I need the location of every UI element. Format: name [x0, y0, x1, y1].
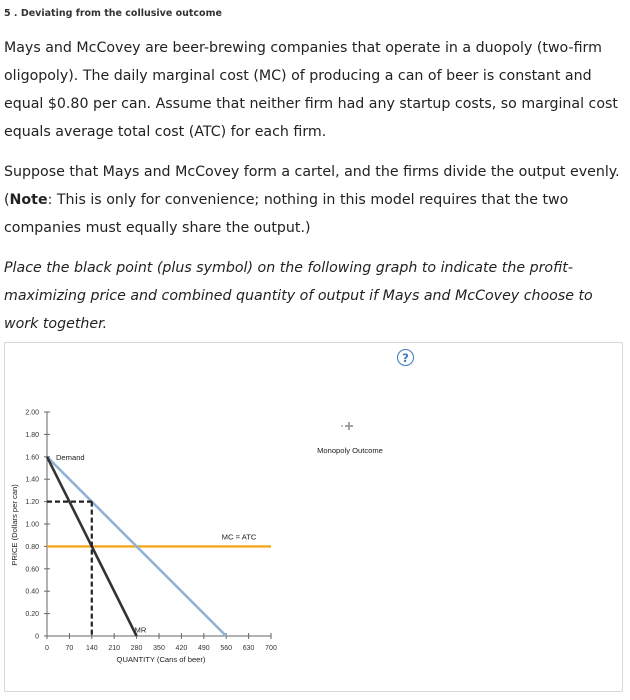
x-axis-title: QUANTITY (Cans of beer)	[116, 655, 206, 664]
monopoly-outcome-tool[interactable]	[341, 422, 353, 430]
x-tick-label: 490	[197, 645, 210, 652]
y-tick-label: 1.00	[25, 521, 39, 529]
x-tick-label: 700	[265, 645, 277, 652]
y-tick-label: 1.60	[25, 454, 39, 462]
x-tick-label: 350	[153, 645, 165, 652]
x-tick-label: 0	[45, 645, 49, 652]
y-tick-label: 1.80	[25, 431, 39, 439]
x-tick-label: 420	[175, 645, 188, 652]
note-label: Note	[9, 192, 48, 208]
x-tick-label: 70	[65, 645, 74, 652]
instruction-paragraph: Place the black point (plus symbol) on the following graph to indicate the profit-maximizing price and combined quantity of output if Mays and McCovey choose to work together.	[4, 260, 593, 332]
question-title: 5 . Deviating from the collusive outcome	[4, 8, 222, 19]
cartel-text-a: Suppose that Mays and McCovey form a cartel, and the firms divide the output evenly. (	[4, 164, 620, 208]
y-tick-label: 1.20	[25, 499, 39, 507]
labels-group	[56, 453, 257, 634]
tool-palette	[317, 422, 383, 455]
y-tick-label: 0	[35, 633, 39, 641]
cartel-text-b: : This is only for convenience; nothing in this model requires that the two companies must equally share the output.)	[4, 192, 569, 236]
y-tick-label: 0.60	[25, 566, 39, 574]
x-tick-label: 210	[108, 645, 121, 652]
mr-label: MR	[134, 625, 147, 635]
y-tick-label: 0.20	[25, 611, 39, 619]
y-tick-label: 0.80	[25, 543, 39, 551]
x-tick-label: 630	[242, 645, 255, 652]
y-axis-title: PRICE (Dollars per can)	[10, 484, 19, 566]
series-group	[47, 457, 271, 636]
demand-label: Demand	[55, 452, 85, 462]
x-tick-label: 280	[130, 645, 143, 652]
plus-dot-icon	[341, 425, 343, 427]
monopoly-outcome-label: Monopoly Outcome	[317, 446, 383, 455]
help-button[interactable]: ?	[397, 349, 414, 366]
y-tick-label: 0.40	[25, 588, 39, 596]
mc-atc-label: MC = ATC	[221, 532, 257, 542]
y-tick-label: 2.00	[25, 409, 39, 417]
y-tick-label: 1.40	[25, 476, 39, 484]
x-tick-label: 140	[85, 645, 98, 652]
x-tick-label: 560	[220, 645, 233, 652]
intro-paragraph: Mays and McCovey are beer-brewing companies that operate in a duopoly (two-firm oligopoly). The daily marginal cost (MC) of producing a can of beer is constant and equal $0.80 per can. Assume that neither firm had any startup costs, so marginal cost equals average total cost (ATC) for each firm.	[4, 40, 618, 140]
